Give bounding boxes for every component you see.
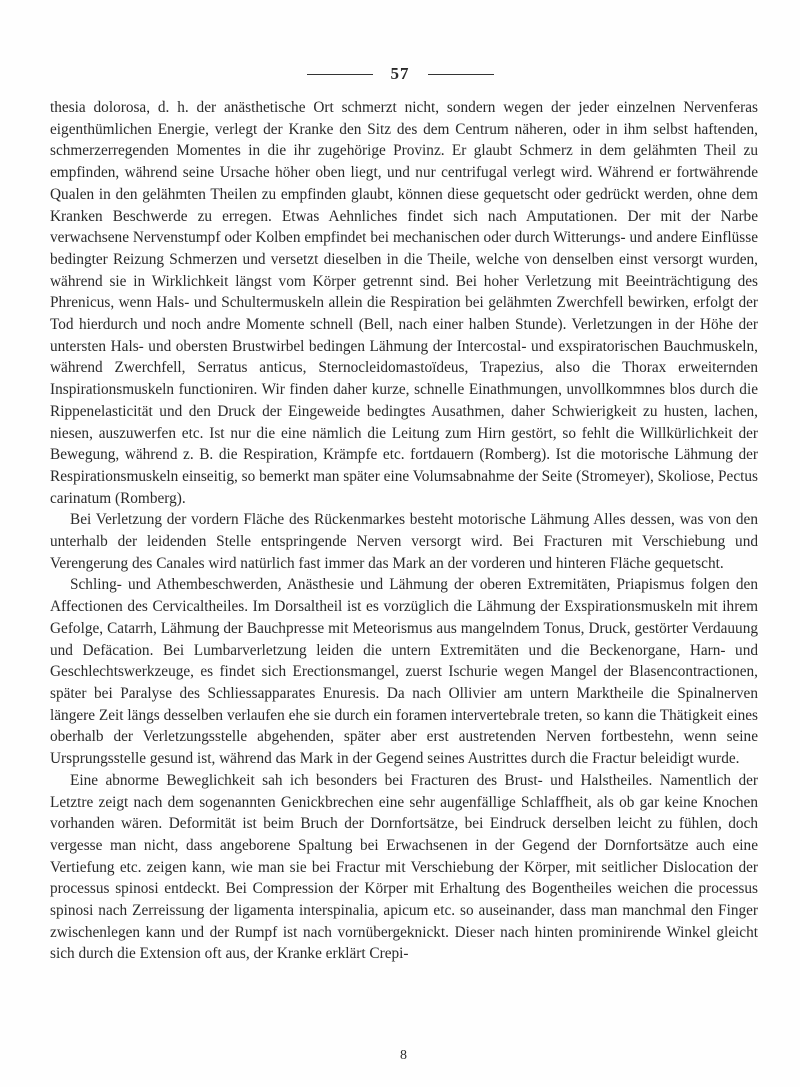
- header-rule-right: [428, 74, 494, 75]
- page-header: [0, 64, 800, 84]
- body-text: [50, 97, 758, 965]
- paragraph-1: thesia dolorosa, d. h. der anästhetische Ort schmerzt nicht, sondern wegen der jeder einzelnen Nervenferas eigenthümlichen Energie, verlegt der Kranke den Sitz des dem Centrum näheren, oder in ihm selbst haftenden, schmerzerregenden Momentes in die ihr zugehörige Provinz. Er glaubt Schmerz in dem gelähmten Theil zu empfinden, während seine Ursache höher oben liegt, und nur centrifugal verlegt wird. Während er fortwährende Qualen in den gelähmten Theilen zu empfinden glaubt, können diese gequetscht oder gedrückt werden, ohne dem Kranken Beschwerde zu erregen. Etwas Aehnliches findet sich nach Amputationen. Der mit der Narbe verwachsene Nervenstumpf oder Kolben empfindet bei mechanischen oder durch Witterungs- und andere Einflüsse bedingter Reizung Schmerzen und versetzt dieselben in die Theile, welche von denselben einst versorgt wurden, während sie in Wirklichkeit längst vom Körper getrennt sind. Bei hoher Verletzung mit Beeinträchtigung des Phrenicus, wenn Hals- und Schultermuskeln allein die Respiration bei gelähmten Zwerchfell bewirken, erfolgt der Tod hierdurch und noch andre Momente schnell (Bell, nach einer halben Stunde). Verletzungen in der Höhe der untersten Hals- und obersten Brustwirbel bedingen Lähmung der Intercostal- und exspiratorischen Bauchmuskeln, während Zwerchfell, Serratus anticus, Sternocleidomastoïdeus, Trapezius, also die Thorax erweiternden Inspirationsmuskeln functioniren. Wir finden daher kurze, schnelle Einathmungen, unvollkommnes blos durch die Rippenelasticität und den Druck der Eingeweide bedingtes Ausathmen, daher Schwierigkeit zu husten, lachen, niesen, auszuwerfen etc. Ist nur die eine nämlich die Leitung zum Hirn gestört, so fehlt die Willkürlichkeit der Bewegung, während z. B. die Respiration, Krämpfe etc. fortdauern (Romberg). Ist die motorische Lähmung der Respirationsmuskeln einseitig, so bemerkt man später eine Volumsabnahme der Seite (Stromeyer), Skoliose, Pectus carinatum (Romberg).: [50, 99, 758, 507]
- printer-signature-mark: 8: [400, 1048, 407, 1063]
- page-number: 57: [390, 64, 410, 83]
- paragraph-2: Bei Verletzung der vordern Fläche des Rückenmarkes besteht motorische Lähmung Alles dessen, was von den unterhalb der leidenden Stelle entspringende Nerven versorgt wird. Bei Fracturen mit Verschiebung und Verengerung des Canales wird natürlich fast immer das Mark an der vorderen und hinteren Fläche gequetscht.: [50, 511, 758, 572]
- paragraph-4: Eine abnorme Beweglichkeit sah ich besonders bei Fracturen des Brust- und Halstheiles. Namentlich der Letztre zeigt nach dem sogenannten Genickbrechen eine sehr augenfällige Schlaffheit, als ob gar keine Knochen vorhanden wären. Deformität ist beim Bruch der Dornfortsätze, bei Eindruck derselben leicht zu fühlen, doch vergesse man nicht, dass angeborene Spaltung bei Erwachsenen in der Gegend der Dornfortsätze auch eine Vertiefung etc. zeigen kann, wie man sie bei Fractur mit Verschiebung der Körper, mit seitlicher Dislocation der processus spinosi entdeckt. Bei Compression der Körper mit Erhaltung des Bogentheiles weichen die processus spinosi nach Zerreissung der ligamenta interspinalia, apicum etc. so auseinander, dass man manchmal den Finger zwischenlegen kann und der Rumpf ist nach vornübergeknickt. Dieser nach hinten prominirende Winkel gleicht sich durch die Extension oft aus, der Kranke erklärt Crepi-: [50, 771, 758, 963]
- paragraph-3: Schling- und Athembeschwerden, Anästhesie und Lähmung der oberen Extremitäten, Priapismus folgen den Affectionen des Cervicaltheiles. Im Dorsaltheil ist es vorzüglich die Lähmung der Exspirationsmuskeln mit ihrem Gefolge, Catarrh, Lähmung der Bauchpresse mit Meteorismus aus mangelndem Tonus, Druck, gestörter Verdauung und Defäcation. Bei Lumbarverletzung leiden die untern Extremitäten und die Beckenorgane, Harn- und Geschlechtswerkzeuge, es findet sich Erectionsmangel, zuerst Ischurie wegen Mangel der Blasencontractionen, später bei Paralyse des Schliessapparates Enuresis. Da nach Ollivier am untern Marktheile die Spinalnerven längere Zeit längs desselben verlaufen ehe sie durch ein foramen intervertebrale treten, so kann die Thätigkeit eines oberhalb der Verletzungsstelle abgehenden, später aber erst austretenden Nerven fortbestehn, wenn seine Ursprungsstelle gesund ist, während das Mark in der Gegend seines Austrittes durch die Fractur beleidigt wurde.: [50, 576, 758, 768]
- header-rule-left: [307, 74, 373, 75]
